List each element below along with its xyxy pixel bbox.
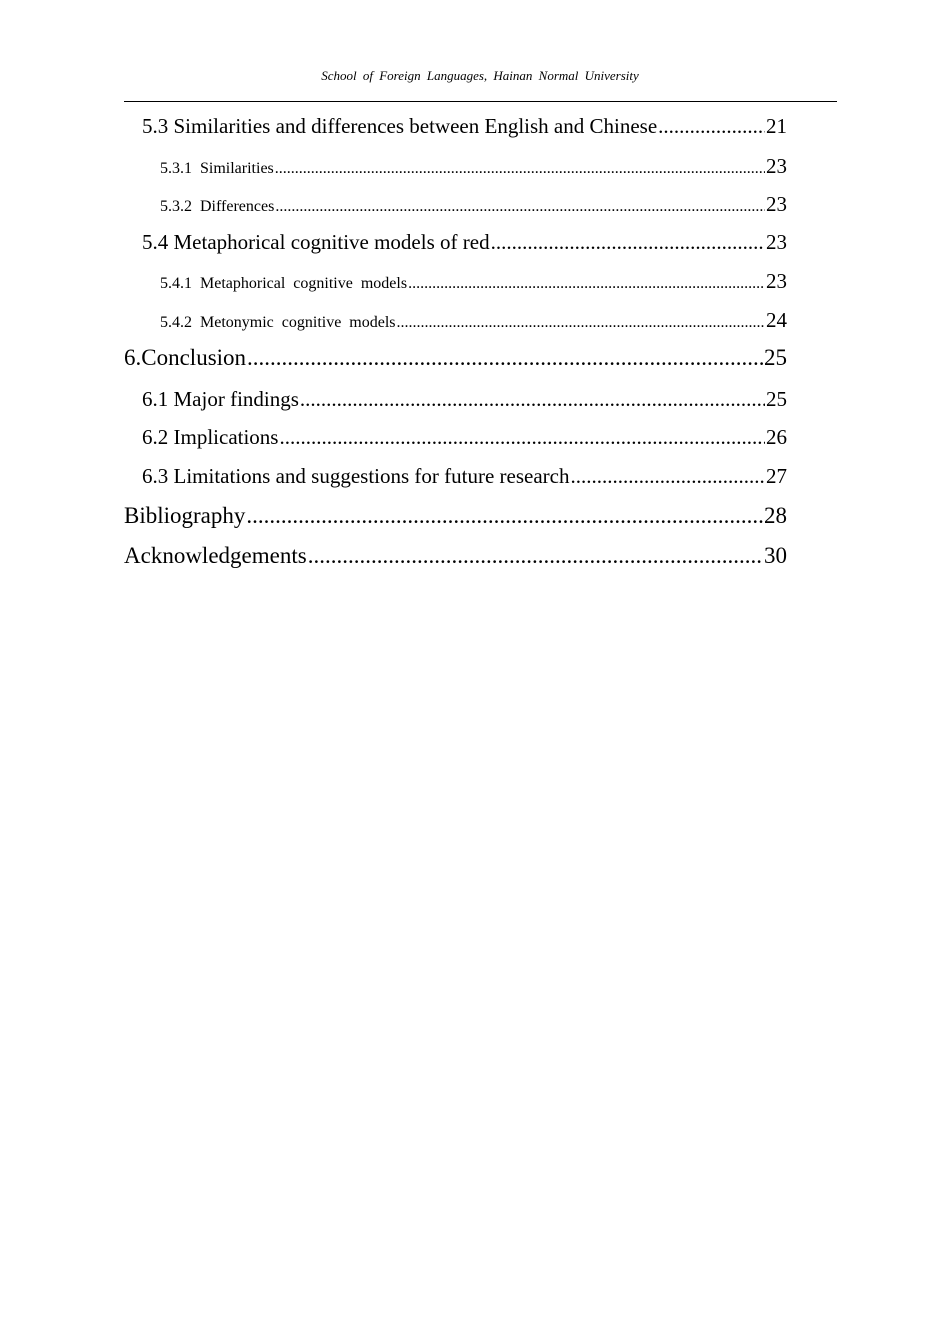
toc-entry-title: 5.4 Metaphorical cognitive models of red: [142, 230, 490, 254]
toc-page-number: 24: [766, 308, 787, 332]
toc-entry-title: 6.Conclusion: [124, 345, 247, 370]
toc-page-number: 23: [766, 269, 787, 293]
toc-entry-bibliography[interactable]: [124, 503, 787, 529]
toc-entry-5-3[interactable]: [142, 114, 787, 139]
toc-page-number: 23: [766, 154, 787, 178]
toc-entry-title: Bibliography: [124, 503, 246, 528]
toc-dot-leader: [247, 345, 763, 371]
toc-dot-leader: [408, 275, 765, 293]
toc-page-number: 25: [766, 387, 787, 411]
toc-page-number: 28: [764, 503, 787, 528]
toc-entry-5-4-2[interactable]: [160, 308, 787, 333]
toc-dot-leader: [308, 543, 763, 569]
toc-entry-title: Acknowledgements: [124, 543, 307, 568]
header-divider: [124, 101, 837, 102]
toc-entry-title: 5.4.2 Metonymic cognitive models: [160, 314, 396, 331]
toc-page-number: 27: [766, 464, 787, 488]
toc-entry-6[interactable]: [124, 345, 787, 371]
toc-entry-title: 6.1 Major findings: [142, 387, 299, 411]
toc-dot-leader: [570, 464, 765, 489]
toc-entry-acknowledgements[interactable]: [124, 543, 787, 569]
toc-dot-leader: [397, 314, 765, 332]
toc-page-number: 30: [764, 543, 787, 568]
toc-entry-5-3-1[interactable]: [160, 154, 787, 179]
toc-entry-6-1[interactable]: [142, 387, 787, 412]
toc-dot-leader: [275, 160, 765, 178]
toc-dot-leader: [658, 114, 765, 139]
toc-dot-leader: [279, 425, 765, 450]
toc-dot-leader: [246, 503, 763, 529]
toc-entry-5-4[interactable]: [142, 230, 787, 255]
toc-entry-title: 5.4.1 Metaphorical cognitive models: [160, 275, 408, 292]
toc-dot-leader: [275, 198, 765, 216]
toc-page-number: 23: [766, 230, 787, 254]
page-header: School of Foreign Languages, Hainan Normal University: [321, 68, 639, 83]
toc-page-number: 25: [764, 345, 787, 370]
toc-entry-title: 5.3 Similarities and differences between English and Chinese: [142, 114, 658, 138]
toc-dot-leader: [491, 230, 765, 255]
toc-entry-title: 6.2 Implications: [142, 425, 279, 449]
toc-entry-6-3[interactable]: [142, 464, 787, 489]
toc-entry-5-3-2[interactable]: [160, 192, 787, 217]
toc-entry-title: 5.3.1 Similarities: [160, 160, 274, 177]
toc-entry-6-2[interactable]: [142, 425, 787, 450]
toc-entry-5-4-1[interactable]: [160, 269, 787, 294]
toc-entry-title: 6.3 Limitations and suggestions for future research: [142, 464, 570, 488]
toc-dot-leader: [300, 387, 765, 412]
toc-page-number: 21: [766, 114, 787, 138]
toc-page-number: 23: [766, 192, 787, 216]
toc-entry-title: 5.3.2 Differences: [160, 198, 275, 215]
toc-page-number: 26: [766, 425, 787, 449]
